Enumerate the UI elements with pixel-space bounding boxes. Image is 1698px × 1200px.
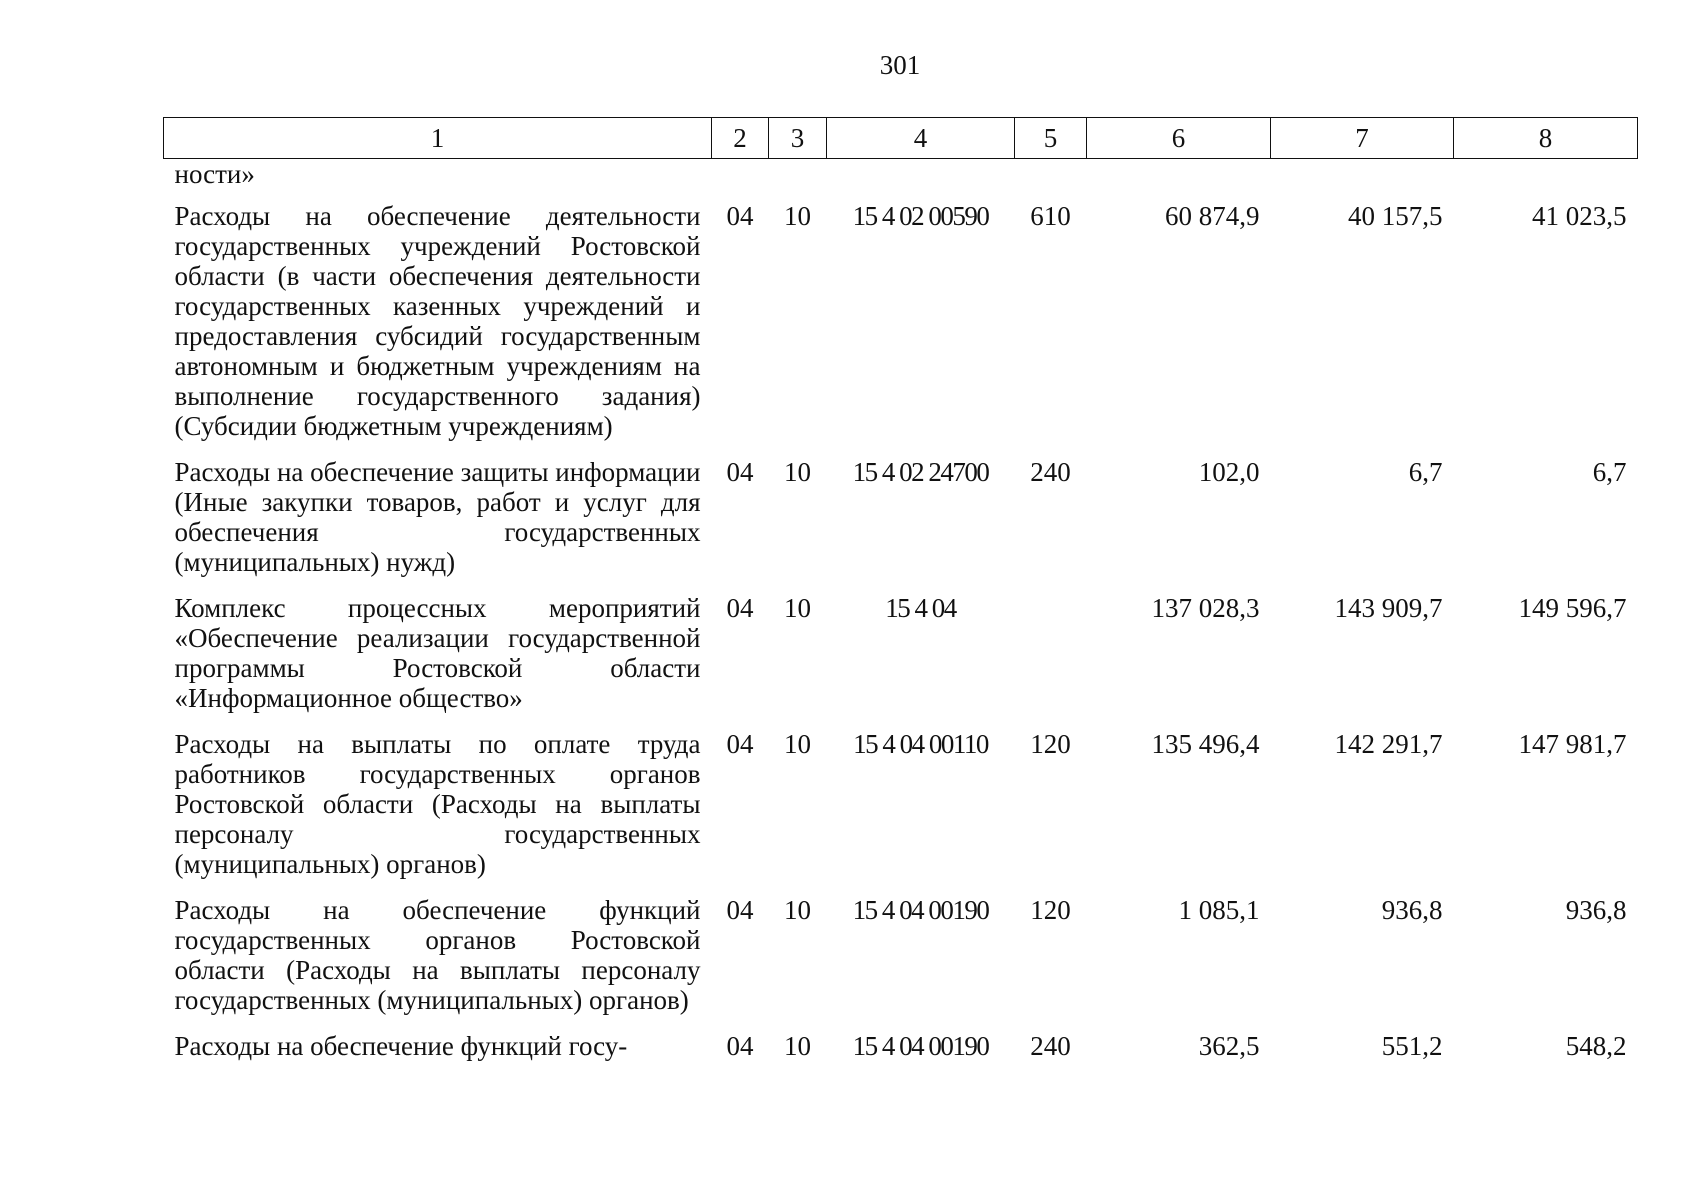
- continuation-row: [164, 159, 1638, 190]
- row-y3: 6,7: [1592, 457, 1627, 487]
- row-rz: 04: [726, 457, 754, 487]
- continuation-text: ности»: [174, 159, 255, 189]
- row-rz: 04: [726, 593, 754, 623]
- header-col-4: 4: [827, 118, 1015, 159]
- row-rz: 04: [726, 895, 754, 925]
- row-csr: 15 4 02 24700: [852, 457, 989, 487]
- row-vr: 610: [1030, 201, 1071, 231]
- row-y1: 60 874,9: [1165, 201, 1260, 231]
- budget-table: [163, 117, 1638, 1061]
- row-y2: 6,7: [1408, 457, 1443, 487]
- row-vr: 240: [1030, 1031, 1071, 1061]
- page-number: 301: [879, 50, 921, 80]
- row-pr: 10: [784, 457, 811, 487]
- row-pr: 10: [784, 1031, 811, 1061]
- row-y1: 137 028,3: [1151, 593, 1260, 623]
- row-csr: 15 4 04 00190: [852, 895, 989, 925]
- row-rz: 04: [726, 201, 754, 231]
- row-y3: 147 981,7: [1518, 729, 1627, 759]
- row-y1: 102,0: [1198, 457, 1260, 487]
- row-y3: 548,2: [1565, 1031, 1627, 1061]
- table-row: [164, 593, 1638, 713]
- header-col-2: 2: [712, 118, 769, 159]
- row-csr: 15 4 02 00590: [852, 201, 989, 231]
- row-pr: 10: [784, 593, 811, 623]
- row-y1: 362,5: [1198, 1031, 1260, 1061]
- row-pr: 10: [784, 895, 811, 925]
- row-y2: 40 157,5: [1348, 201, 1443, 231]
- row-vr: 120: [1030, 729, 1071, 759]
- table-row: [164, 895, 1638, 1015]
- table-body: [164, 159, 1638, 1062]
- row-csr: 15 4 04 00110: [853, 729, 988, 759]
- table-row: [164, 729, 1638, 879]
- row-vr: [1015, 593, 1087, 713]
- header-col-1: 1: [164, 118, 712, 159]
- header-row: [164, 118, 1638, 159]
- row-y2: 142 291,7: [1334, 729, 1443, 759]
- row-csr: 15 4 04 00190: [852, 1031, 989, 1061]
- row-name: Комплекс процессных мероприятий «Обеспечение реализации государственной программы Ростовской области «Информационное общество»: [174, 593, 701, 713]
- header-col-6: 6: [1087, 118, 1271, 159]
- header-col-3: 3: [769, 118, 827, 159]
- row-y1: 135 496,4: [1151, 729, 1260, 759]
- row-y3: 936,8: [1565, 895, 1627, 925]
- row-name: Расходы на обеспечение защиты информации (Иные закупки товаров, работ и услуг для обеспечения государственных (муниципальных) нужд): [174, 457, 701, 577]
- header-col-8: 8: [1454, 118, 1638, 159]
- header-col-7: 7: [1271, 118, 1454, 159]
- row-pr: 10: [784, 201, 811, 231]
- row-name: Расходы на обеспечение функций госу-: [174, 1031, 628, 1061]
- row-name: Расходы на обеспечение деятельности государственных учреждений Ростовской области (в части обеспечения деятельности государственных казенных учреждений и предоставления субсидий государственным автономным и бюджетным учреждениям на выполнение государственного задания) (Субсидии бюджетным учреждениям): [174, 201, 701, 441]
- row-y2: 936,8: [1381, 895, 1443, 925]
- row-y3: 149 596,7: [1518, 593, 1627, 623]
- table-row: [164, 1031, 1638, 1061]
- row-y2: 551,2: [1381, 1031, 1443, 1061]
- row-y2: 143 909,7: [1334, 593, 1443, 623]
- row-vr: 240: [1030, 457, 1071, 487]
- row-rz: 04: [726, 729, 754, 759]
- row-pr: 10: [784, 729, 811, 759]
- row-rz: 04: [726, 1031, 754, 1061]
- row-y3: 41 023,5: [1532, 201, 1627, 231]
- row-csr: 15 4 04: [885, 593, 956, 623]
- header-col-5: 5: [1015, 118, 1087, 159]
- row-vr: 120: [1030, 895, 1071, 925]
- row-name: Расходы на обеспечение функций государственных органов Ростовской области (Расходы на выплаты персоналу государственных (муниципальных) органов): [174, 895, 701, 1015]
- table-row: [164, 457, 1638, 577]
- table-header: [164, 118, 1638, 159]
- row-y1: 1 085,1: [1178, 895, 1260, 925]
- row-name: Расходы на выплаты по оплате труда работников государственных органов Ростовской области (Расходы на выплаты персоналу государственных (муниципальных) органов): [174, 729, 701, 879]
- table-row: [164, 201, 1638, 441]
